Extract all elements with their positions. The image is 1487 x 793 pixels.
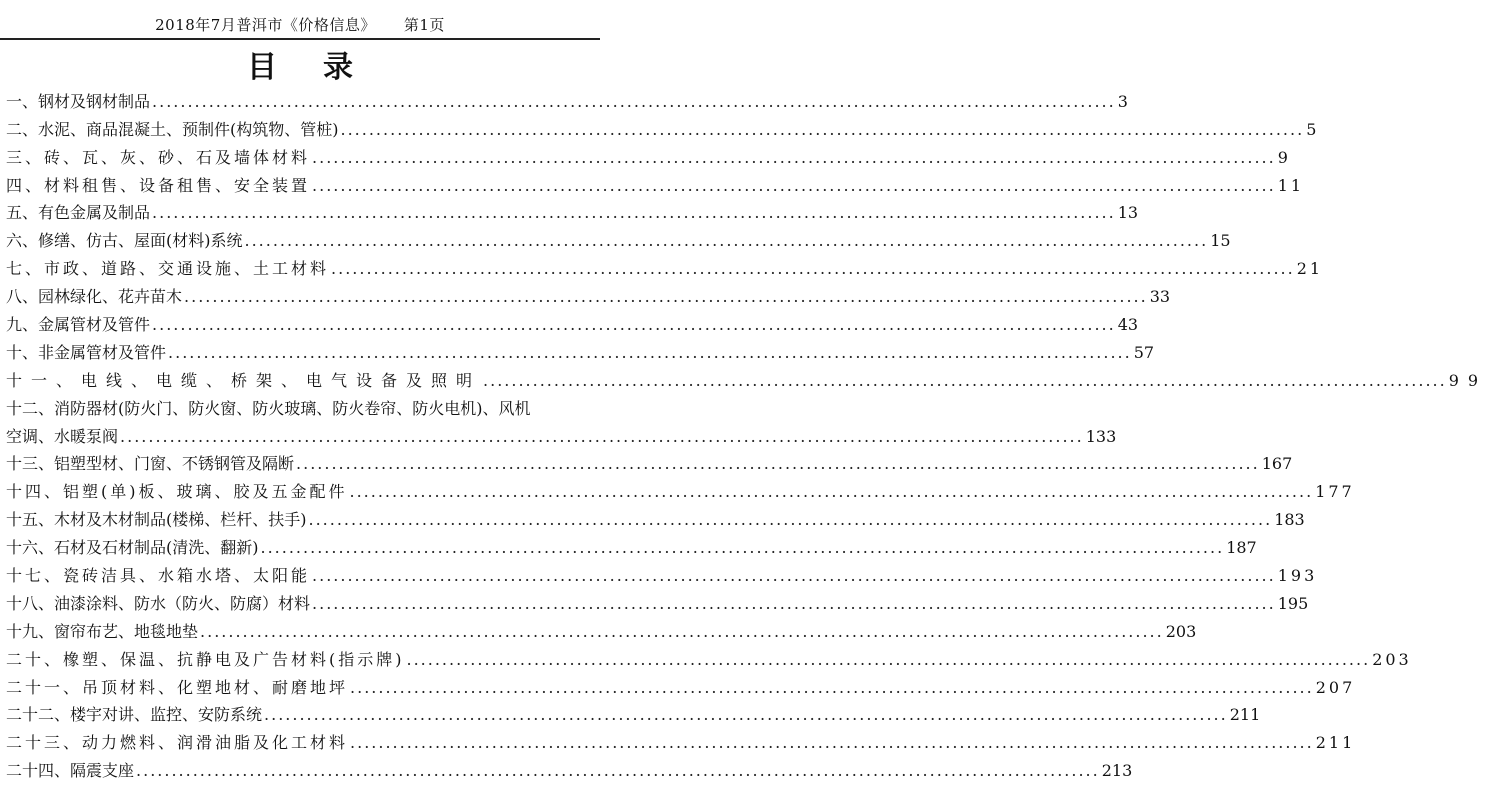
toc-leader: ........................................................................................................................................ xyxy=(152,315,1116,335)
toc-entry-label: 十、非金属管材及管件 xyxy=(6,342,167,362)
toc-entry-page: 211 xyxy=(1315,733,1356,753)
toc-entry-label: 五、有色金属及制品 xyxy=(6,203,151,223)
toc-entry-page: 33 xyxy=(1149,287,1171,307)
toc-entry-label: 七、市政、道路、交通设施、土工材料 xyxy=(6,259,330,279)
toc-entry-label: 空调、水暖泵阀 xyxy=(6,426,119,446)
toc-leader: ........................................................................................................................................ xyxy=(200,621,1164,641)
toc-entry xyxy=(6,586,1309,614)
toc-leader: ........................................................................................................................................ xyxy=(152,203,1116,223)
toc-leader: ........................................................................................................................................ xyxy=(312,147,1276,167)
toc-entry xyxy=(6,753,1133,781)
toc-entry-label: 二十三、动力燃料、润滑油脂及化工材料 xyxy=(6,733,349,753)
toc-entry xyxy=(6,140,1291,168)
toc-entry xyxy=(6,447,1293,475)
toc-entry xyxy=(6,279,1171,307)
toc-entry-page: 3 xyxy=(1117,91,1128,111)
toc-entry-label: 十六、石材及石材制品(清洗、翻新) xyxy=(6,538,259,558)
toc-entry-page: 187 xyxy=(1226,538,1257,558)
toc-entry-page: 11 xyxy=(1277,175,1305,195)
toc-entry-page: 43 xyxy=(1117,315,1139,335)
toc-title: 目录 xyxy=(247,50,399,85)
toc-entry-label: 十八、油漆涂料、防水（防火、防腐）材料 xyxy=(6,593,311,613)
toc-entry xyxy=(6,558,1318,586)
toc-leader: ........................................................................................................................................ xyxy=(312,175,1276,195)
toc-entry-page: 203 xyxy=(1165,621,1197,641)
toc-entry-page: 57 xyxy=(1133,342,1155,362)
toc-entry-label: 三、砖、瓦、灰、砂、石及墙体材料 xyxy=(6,147,311,167)
toc-entry-page: 211 xyxy=(1229,705,1261,725)
toc-leader: ........................................................................................................................................ xyxy=(312,566,1276,586)
toc-entry-label: 二十一、吊顶材料、化塑地材、耐磨地坪 xyxy=(6,677,349,697)
page-header xyxy=(0,14,600,35)
table-of-contents xyxy=(6,84,1487,781)
toc-leader: ........................................................................................................................................ xyxy=(152,91,1116,111)
toc-entry xyxy=(6,112,1317,140)
toc-entry-label: 八、园林绿化、花卉苗木 xyxy=(6,287,183,307)
toc-entry-page: 9 xyxy=(1277,147,1291,167)
toc-entry-page: 133 xyxy=(1085,426,1117,446)
toc-entry-page: 167 xyxy=(1261,454,1293,474)
toc-entry-page: 177 xyxy=(1315,482,1355,502)
toc-entry xyxy=(6,725,1356,753)
toc-leader: ........................................................................................................................................ xyxy=(483,370,1447,390)
header-page-number: 第1页 xyxy=(403,16,445,34)
toc-leader: ........................................................................................................................................ xyxy=(264,705,1228,725)
toc-entry-label: 九、金属管材及管件 xyxy=(6,315,151,335)
toc-entry-label: 十五、木材及木材制品(楼梯、栏杆、扶手) xyxy=(6,510,307,530)
toc-entry xyxy=(6,614,1197,642)
toc-entry xyxy=(6,307,1139,335)
toc-leader: ........................................................................................................................................ xyxy=(120,426,1084,446)
header-title: 2018年7月普洱市《价格信息》 xyxy=(155,16,376,34)
toc-leader: ........................................................................................................................................ xyxy=(312,593,1276,613)
toc-entry-label: 十三、铝塑型材、门窗、不锈钢管及隔断 xyxy=(6,454,295,474)
toc-entry xyxy=(6,670,1356,698)
toc-entry-label: 十四、铝塑(单)板、玻璃、胶及五金配件 xyxy=(6,482,348,502)
toc-entry xyxy=(6,363,1487,391)
toc-leader: ........................................................................................................................................ xyxy=(296,454,1260,474)
toc-entry xyxy=(6,84,1128,112)
toc-entry-label: 六、修缮、仿古、屋面(材料)系统 xyxy=(6,231,243,251)
toc-entry-page: 213 xyxy=(1101,761,1133,781)
toc-entry xyxy=(6,530,1257,558)
toc-entry xyxy=(6,168,1305,196)
toc-leader: ........................................................................................................................................ xyxy=(350,677,1314,697)
toc-entry-page: 193 xyxy=(1277,566,1318,586)
toc-entry-page: 5 xyxy=(1306,119,1317,139)
toc-leader: ........................................................................................................................................ xyxy=(331,259,1295,279)
toc-entry-label: 二十、橡塑、保温、抗静电及广告材料(指示牌) xyxy=(6,649,405,669)
toc-entry xyxy=(6,642,1412,670)
toc-entry-label: 二、水泥、商品混凝土、预制件(构筑物、管桩) xyxy=(6,119,339,139)
toc-entry-label: 十九、窗帘布艺、地毯地垫 xyxy=(6,621,199,641)
toc-leader: ........................................................................................................................................ xyxy=(340,119,1305,139)
toc-entry-continued xyxy=(6,419,1117,447)
header-rule xyxy=(0,38,600,40)
toc-entry-label: 四、材料租售、设备租售、安全装置 xyxy=(6,175,311,195)
toc-entry-page: 15 xyxy=(1210,231,1231,251)
toc-leader: ........................................................................................................................................ xyxy=(260,538,1225,558)
toc-entry-label: 二十四、隔震支座 xyxy=(6,761,135,781)
toc-entry xyxy=(6,474,1355,502)
toc-leader: ........................................................................................................................................ xyxy=(136,761,1100,781)
toc-entry-page: 195 xyxy=(1277,593,1309,613)
toc-entry-page: 99 xyxy=(1448,370,1487,390)
toc-leader: ........................................................................................................................................ xyxy=(406,649,1371,669)
toc-entry-label: 二十二、楼宇对讲、监控、安防系统 xyxy=(6,705,263,725)
toc-leader: ........................................................................................................................................ xyxy=(350,733,1314,753)
toc-entry xyxy=(6,698,1261,726)
toc-entry-page: 183 xyxy=(1274,510,1305,530)
toc-entry-page: 21 xyxy=(1296,259,1324,279)
toc-entry xyxy=(6,335,1155,363)
toc-leader: ........................................................................................................................................ xyxy=(168,342,1132,362)
toc-leader: ........................................................................................................................................ xyxy=(184,287,1148,307)
toc-leader: ........................................................................................................................................ xyxy=(308,510,1273,530)
toc-entry-label: 一、钢材及钢材制品 xyxy=(6,91,151,111)
toc-entry-label: 十七、瓷砖洁具、水箱水塔、太阳能 xyxy=(6,566,311,586)
toc-leader: ........................................................................................................................................ xyxy=(349,482,1314,502)
toc-entry xyxy=(6,391,586,419)
toc-entry-page: 203 xyxy=(1372,649,1412,669)
toc-entry xyxy=(6,223,1231,251)
toc-entry-page: 207 xyxy=(1315,677,1356,697)
toc-entry-label: 十二、消防器材(防火门、防火窗、防火玻璃、防火卷帘、防火电机)、风机 xyxy=(6,398,531,418)
toc-entry xyxy=(6,196,1139,224)
toc-entry xyxy=(6,502,1305,530)
toc-entry-page: 13 xyxy=(1117,203,1139,223)
toc-entry xyxy=(6,251,1324,279)
toc-leader: ........................................................................................................................................ xyxy=(244,231,1209,251)
toc-entry-label: 十一、电线、电缆、桥架、电气设备及照明 xyxy=(6,370,482,390)
